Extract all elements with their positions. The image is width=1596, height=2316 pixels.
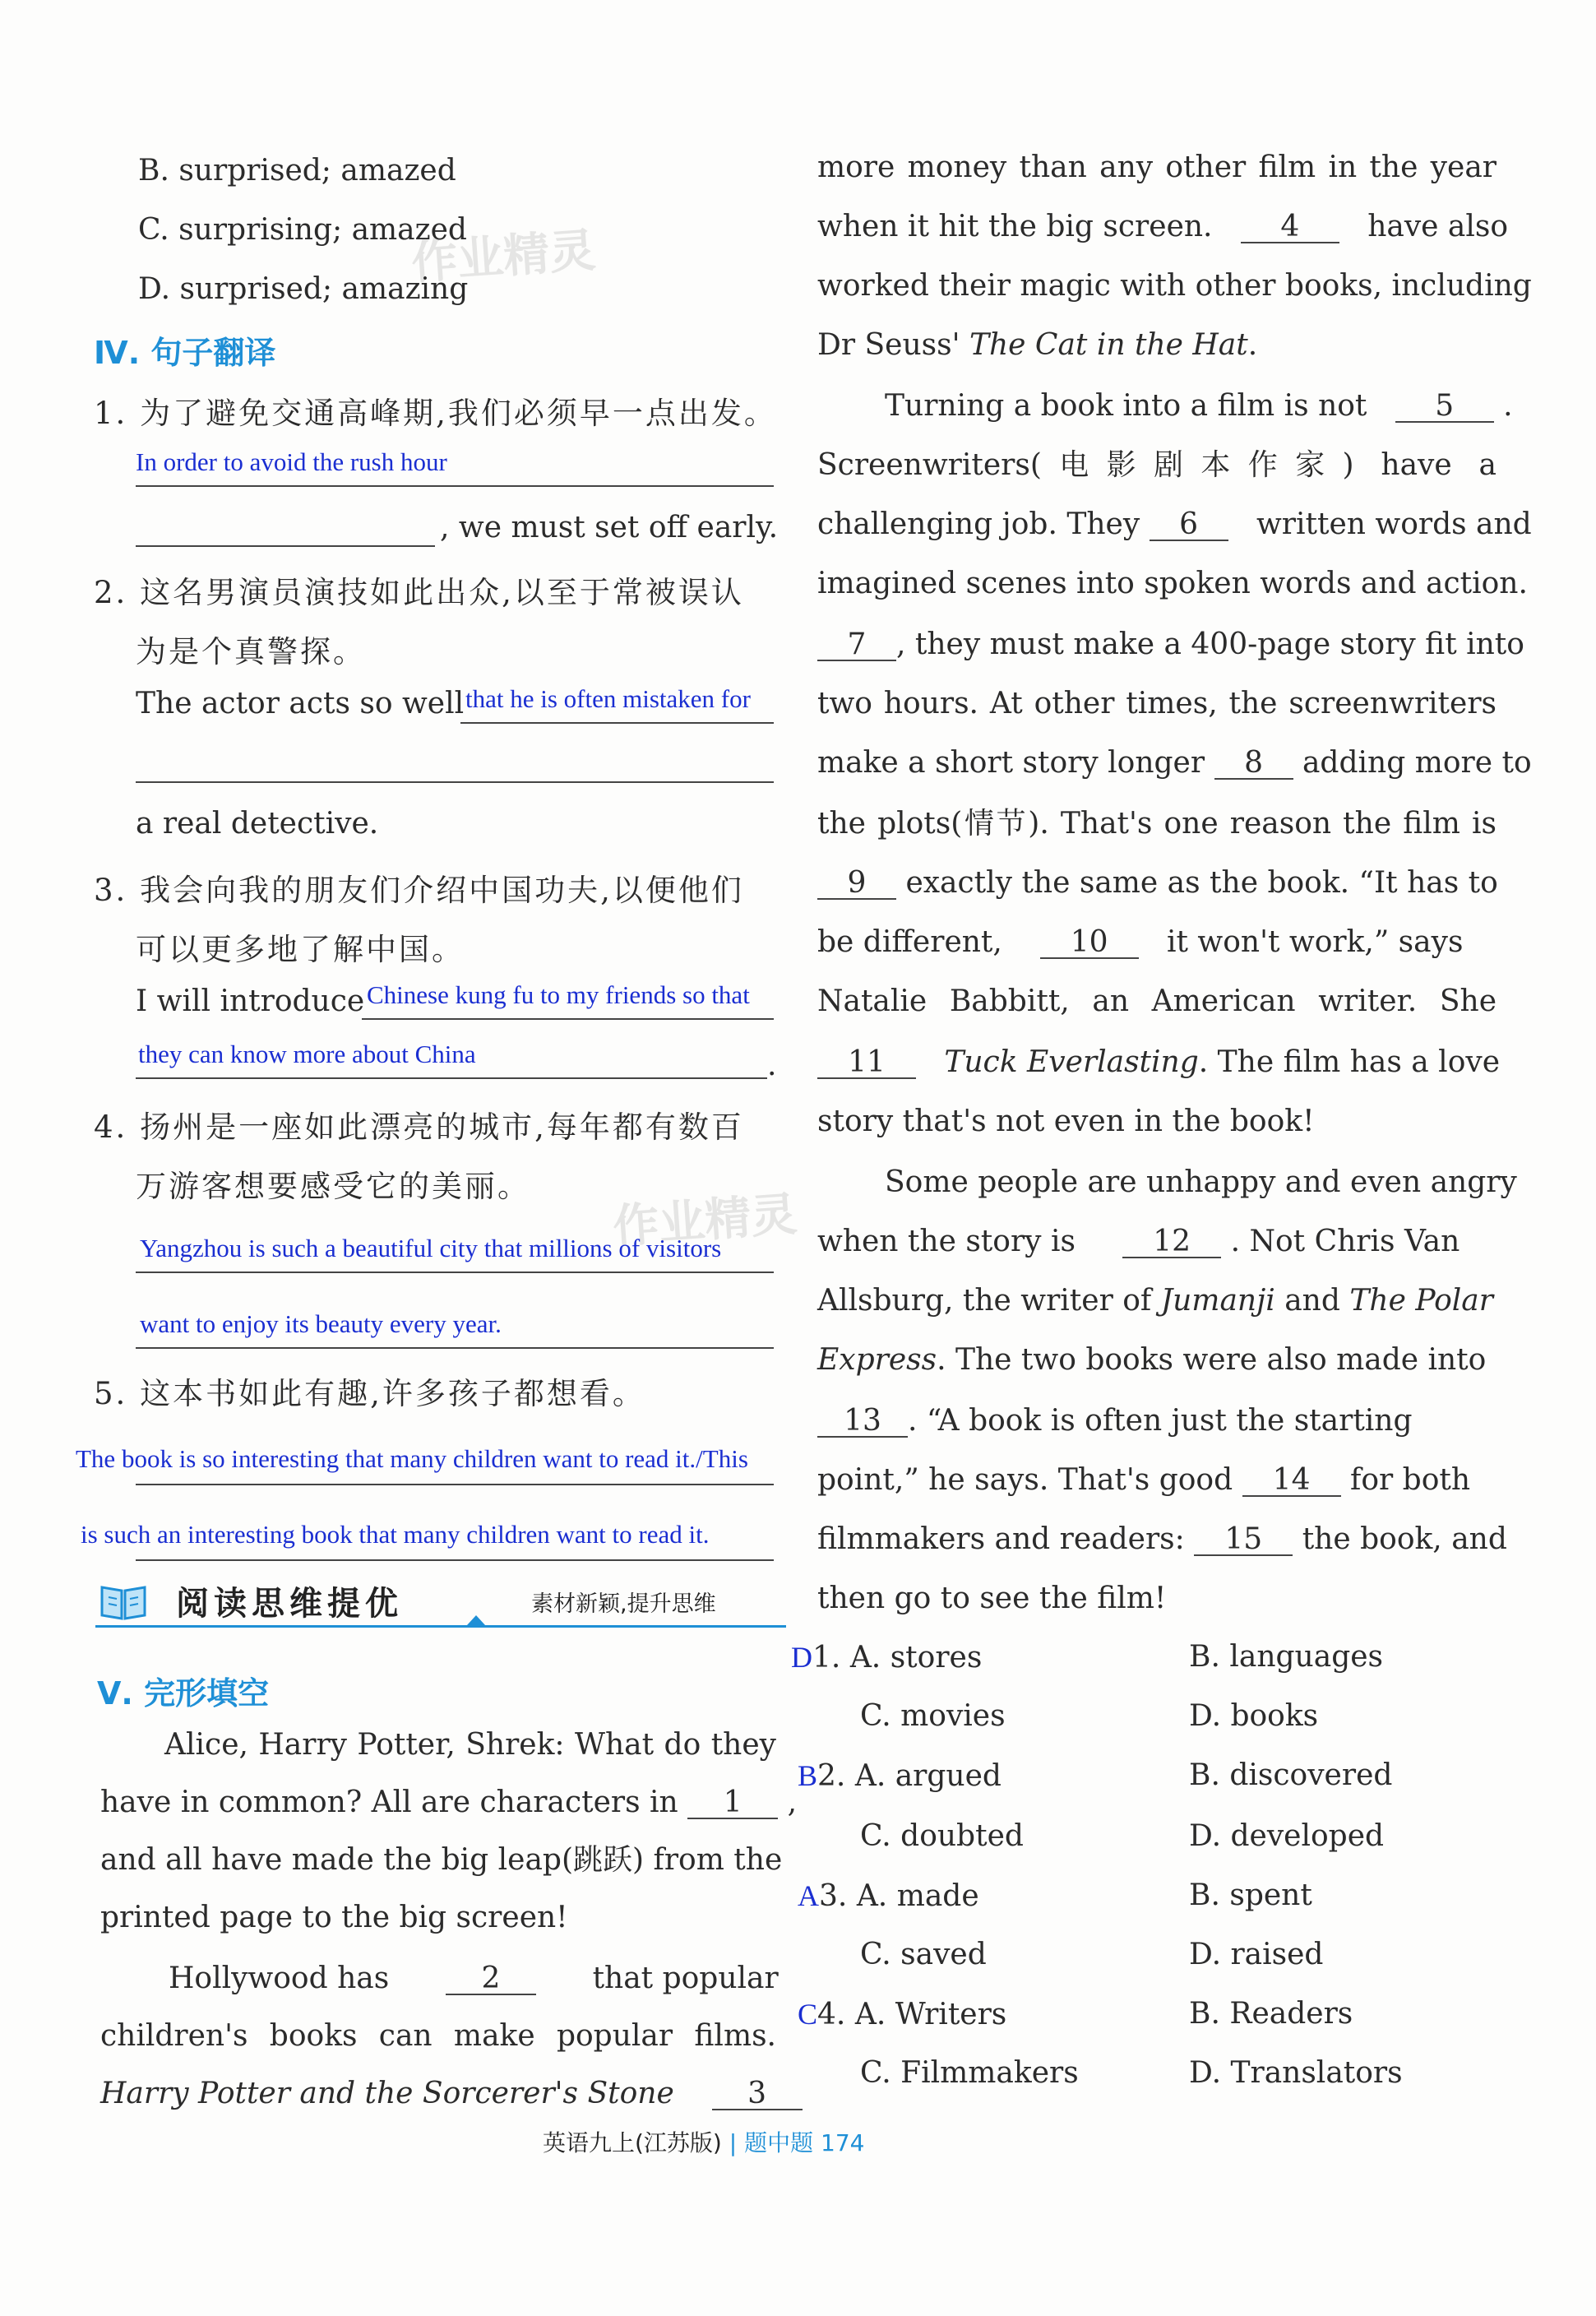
question-3-option-b[interactable]: B. spent [1189, 1878, 1312, 1912]
question-4-option-c[interactable]: C. Filmmakers [860, 2056, 1079, 2090]
passage-line: filmmakers and readers: 15 the book, and [817, 1522, 1507, 1556]
question-2-option-d[interactable]: D. developed [1189, 1819, 1385, 1853]
item-4-chinese-line1: 4. 扬州是一座如此漂亮的城市,每年都有数百 [94, 1109, 744, 1145]
answer-line [136, 781, 774, 783]
banner-title: 阅读思维提优 [176, 1585, 403, 1623]
passage-line: 11 Tuck Everlasting. The film has a love [817, 1045, 1500, 1081]
passage-line: challenging job. They 6 written words and [817, 507, 1532, 541]
question-1-option-d[interactable]: D. books [1189, 1699, 1319, 1733]
open-book-icon [99, 1579, 148, 1620]
answer-line [362, 1018, 774, 1020]
passage-line: Alice, Harry Potter, Shrek: What do they [164, 1728, 776, 1762]
item-2-answer: that he is often mistaken for [465, 684, 751, 713]
blank-3[interactable]: 3 [712, 2079, 803, 2110]
item-3-tail: . [767, 1049, 777, 1082]
section-4-numeral: Ⅳ [94, 335, 128, 371]
passage-line: printed page to the big screen! [100, 1901, 568, 1934]
passage-line: Some people are unhappy and even angry [885, 1165, 1517, 1199]
item-1-tail: , we must set off early. [440, 511, 779, 544]
answer-line [136, 545, 435, 547]
page-footer [543, 2125, 864, 2158]
footer-book-title: 英语九上(江苏版) [543, 2129, 722, 2156]
question-3-answer: A [798, 1879, 819, 1912]
question-4-answer: C [798, 1998, 818, 2031]
blank-13[interactable]: 13 [817, 1406, 908, 1438]
banner-underline [95, 1625, 786, 1628]
passage-line: more money than any other film in the year [817, 151, 1497, 184]
item-1-chinese: 1. 为了避免交通高峰期,我们必须早一点出发。 [94, 396, 777, 431]
blank-14[interactable]: 14 [1242, 1466, 1341, 1497]
passage-line: when the story is 12 . Not Chris Van [817, 1225, 1460, 1258]
blank-5[interactable]: 5 [1395, 391, 1494, 423]
item-2-tail: a real detective. [136, 807, 379, 841]
answer-line [136, 485, 774, 487]
passage-line: two hours. At other times, the screenwriters [817, 687, 1497, 720]
passage-line: worked their magic with other books, including [817, 269, 1532, 303]
item-3-chinese-line2: 可以更多地了解中国。 [136, 932, 465, 967]
item-2-chinese-line2: 为是个真警探。 [136, 634, 366, 669]
question-4: C4. A. Writers [798, 1998, 1007, 2031]
watermark: 作业精灵 [611, 1188, 799, 1254]
blank-12[interactable]: 12 [1122, 1227, 1221, 1258]
passage-line: 13 . “A book is often just the starting [817, 1403, 1413, 1439]
blank-6[interactable]: 6 [1150, 510, 1228, 541]
passage-line: imagined scenes into spoken words and action. [817, 567, 1528, 600]
item-1-answer: In order to avoid the rush hour [136, 447, 447, 476]
question-1-option-c[interactable]: C. movies [860, 1699, 1006, 1733]
blank-2[interactable]: 2 [446, 1964, 536, 1995]
passage-line: Natalie Babbitt, an American writer. She [817, 984, 1497, 1018]
answer-line [460, 722, 774, 724]
passage-line: Screenwriters(电影剧本作家) have a [817, 448, 1497, 482]
passage-line: Dr Seuss' The Cat in the Hat. [817, 328, 1258, 362]
question-3-option-d[interactable]: D. raised [1189, 1938, 1324, 1971]
banner-subtitle: 素材新颖,提升思维 [531, 1591, 716, 1617]
blank-11[interactable]: 11 [817, 1048, 916, 1079]
watermark: 作业精灵 [409, 224, 598, 290]
passage-line: Harry Potter and the Sorcerer's Stone 3 [100, 2076, 776, 2112]
passage-line: make a short story longer 8 adding more to [817, 746, 1532, 780]
item-3-chinese-line1: 3. 我会向我的朋友们介绍中国功夫,以便他们 [94, 873, 744, 908]
passage-line: be different, 10 it won't work,” says [817, 925, 1464, 959]
option-b: B. surprised; amazed [138, 154, 456, 188]
blank-7[interactable]: 7 [817, 630, 896, 661]
answer-line [136, 1271, 774, 1273]
item-2-prefix: The actor acts so well [136, 687, 465, 720]
answer-line [136, 1484, 774, 1485]
triangle-marker-icon [467, 1614, 485, 1625]
question-1-answer: D [791, 1641, 812, 1674]
blank-9[interactable]: 9 [817, 868, 896, 900]
question-2-option-b[interactable]: B. discovered [1189, 1758, 1393, 1792]
item-2-chinese-line1: 2. 这名男演员演技如此出众,以至于常被误认 [94, 575, 744, 610]
item-4-chinese-line2: 万游客想要感受它的美丽。 [136, 1169, 530, 1204]
answer-line [136, 1559, 774, 1561]
answer-line [136, 1077, 767, 1079]
section-5-title: . 完形填空 [121, 1675, 270, 1712]
passage-line: story that's not even in the book! [817, 1105, 1315, 1138]
item-5-answer-line1: The book is so interesting that many children want to read it./This [76, 1444, 748, 1473]
question-3: A3. A. made [798, 1879, 979, 1913]
blank-4[interactable]: 4 [1241, 212, 1339, 243]
blank-1[interactable]: 1 [687, 1788, 778, 1819]
passage-line: Express. The two books were also made into [817, 1343, 1487, 1377]
item-3-answer-line2: they can know more about China [138, 1040, 476, 1068]
passage-line: 7 , they must make a 400-page story fit into [817, 627, 1524, 663]
question-1: D1. A. stores [791, 1641, 983, 1674]
passage-line: point,” he says. That's good 14 for both [817, 1463, 1471, 1497]
item-5-chinese: 5. 这本书如此有趣,许多孩子都想看。 [94, 1376, 645, 1411]
footer-separator: | [729, 2129, 738, 2156]
blank-15[interactable]: 15 [1194, 1525, 1293, 1556]
passage-line: Hollywood has 2 that popular [169, 1962, 779, 1995]
reading-banner [95, 1573, 786, 1628]
passage-line: and all have made the big leap(跳跃) from the [100, 1843, 783, 1877]
item-4-answer-line2: want to enjoy its beauty every year. [140, 1309, 502, 1338]
passage-line: 9 exactly the same as the book. “It has to [817, 865, 1498, 901]
question-2: B2. A. argued [798, 1759, 1002, 1793]
section-5-heading [97, 1668, 269, 1713]
question-2-answer: B [798, 1759, 818, 1792]
passage-line: when it hit the big screen. 4 have also [817, 210, 1509, 243]
option-d: D. surprised; amazing [138, 272, 469, 306]
question-3-option-c[interactable]: C. saved [860, 1938, 987, 1971]
passage-line: then go to see the film! [817, 1582, 1167, 1615]
item-5-answer-line2: is such an interesting book that many children want to read it. [81, 1520, 710, 1549]
item-3-answer-line1: Chinese kung fu to my friends so that [367, 980, 750, 1009]
question-4-option-d[interactable]: D. Translators [1189, 2056, 1403, 2090]
question-1-option-b[interactable]: B. languages [1189, 1640, 1384, 1674]
question-2-option-c[interactable]: C. doubted [860, 1819, 1024, 1853]
section-5-numeral: Ⅴ [97, 1675, 122, 1712]
answer-line [136, 1347, 774, 1349]
passage-line: children's books can make popular films. [100, 2019, 776, 2053]
page-number: 174 [821, 2129, 865, 2156]
passage-line: Turning a book into a film is not 5 . [885, 389, 1513, 423]
passage-line: the plots(情节). That's one reason the film is [817, 807, 1497, 841]
passage-line: Allsburg, the writer of Jumanji and The Polar [817, 1284, 1493, 1318]
blank-8[interactable]: 8 [1214, 748, 1293, 780]
option-c: C. surprising; amazed [138, 213, 467, 247]
footer-label: 题中题 [744, 2129, 814, 2156]
question-4-option-b[interactable]: B. Readers [1189, 1997, 1353, 2031]
section-4-title: . 句子翻译 [127, 335, 276, 371]
section-4-heading [94, 327, 275, 373]
item-3-prefix: I will introduce [136, 984, 365, 1018]
blank-10[interactable]: 10 [1040, 928, 1139, 959]
item-4-answer-line1: Yangzhou is such a beautiful city that millions of visitors [140, 1234, 722, 1262]
passage-line: have in common? All are characters in 1 , [100, 1786, 798, 1819]
